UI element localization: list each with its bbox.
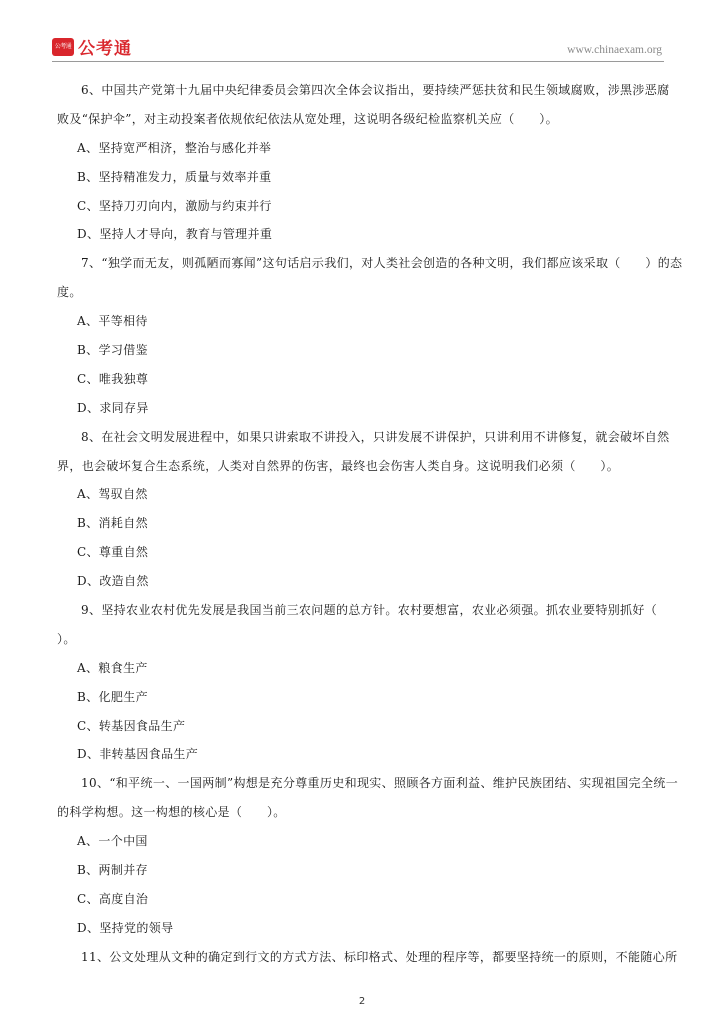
option-c: C、尊重自然 [77, 545, 149, 560]
question-10 [57, 769, 679, 942]
option-c: C、唯我独尊 [77, 371, 149, 386]
question-7 [57, 249, 683, 422]
question-6 [57, 76, 670, 249]
option-c: C、高度自治 [77, 891, 149, 906]
question-stem-line: 败及“保护伞”，对主动投案者依规依纪依法从宽处理，这说明各级纪检监察机关应（ ）。 [57, 111, 558, 126]
option-c: C、坚持刀刃向内，激励与约束并行 [77, 198, 272, 213]
site-logo[interactable] [52, 34, 132, 59]
question-stem-line: 11、公文处理从文种的确定到行文的方式方法、标印格式、处理的程序等，都要坚持统一的原则，不能随心所 [81, 949, 678, 964]
question-stem-line: ）。 [57, 631, 76, 646]
header-divider [52, 61, 664, 62]
question-list [57, 76, 683, 972]
question-stem-line: 界，也会破坏复合生态系统，人类对自然界的伤害，最终也会伤害人类自身。这说明我们必须（ ）。 [57, 458, 620, 473]
logo-badge-icon: 公考通 [52, 38, 74, 56]
option-b: B、学习借鉴 [77, 343, 148, 358]
option-d: D、改造自然 [77, 574, 149, 589]
question-stem-line: 8、在社会文明发展进程中，如果只讲索取不讲投入，只讲发展不讲保护，只讲利用不讲修复，就会破坏自然 [81, 429, 670, 444]
option-b: B、化肥生产 [77, 689, 148, 704]
option-d: D、非转基因食品生产 [77, 747, 199, 762]
question-8 [57, 423, 670, 596]
option-d: D、坚持人才导向，教育与管理并重 [77, 227, 273, 242]
question-stem-line: 度。 [57, 285, 82, 300]
question-stem-line: 的科学构想。这一构想的核心是（ ）。 [57, 805, 286, 820]
option-b: B、消耗自然 [77, 516, 148, 531]
logo-text: 公考通 [78, 39, 132, 59]
page-header [0, 0, 724, 62]
option-a: A、粮食生产 [77, 660, 148, 675]
question-stem-line: 7、“独学而无友，则孤陋而寡闻”这句话启示我们，对人类社会创造的各种文明，我们都应该采取（ ）的态 [81, 256, 683, 271]
option-d: D、求同存异 [77, 400, 149, 415]
page-number: 2 [358, 996, 366, 1007]
question-11 [57, 943, 678, 972]
site-url[interactable]: www.chinaexam.org [567, 44, 662, 56]
option-a: A、一个中国 [77, 834, 148, 849]
option-b: B、两制并存 [77, 863, 148, 878]
option-c: C、转基因食品生产 [77, 718, 186, 733]
question-stem-line: 10、“和平统一、一国两制”构想是充分尊重历史和现实、照顾各方面利益、维护民族团结、实现祖国完全统一 [81, 776, 679, 791]
question-9 [57, 596, 663, 769]
option-d: D、坚持党的领导 [77, 920, 174, 935]
question-stem-line: 6、中国共产党第十九届中央纪律委员会第四次全体会议指出，要持续严惩扶贫和民生领域腐败，涉黑涉恶腐 [81, 83, 670, 97]
option-a: A、驾驭自然 [77, 487, 148, 502]
option-a: A、平等相待 [77, 314, 148, 329]
question-stem-line: 9、坚持农业农村优先发展是我国当前三农问题的总方针。农村要想富，农业必须强。抓农业要特别抓好（ [81, 603, 658, 618]
option-b: B、坚持精准发力，质量与效率并重 [77, 169, 272, 184]
option-a: A、坚持宽严相济，整治与感化并举 [77, 140, 272, 155]
